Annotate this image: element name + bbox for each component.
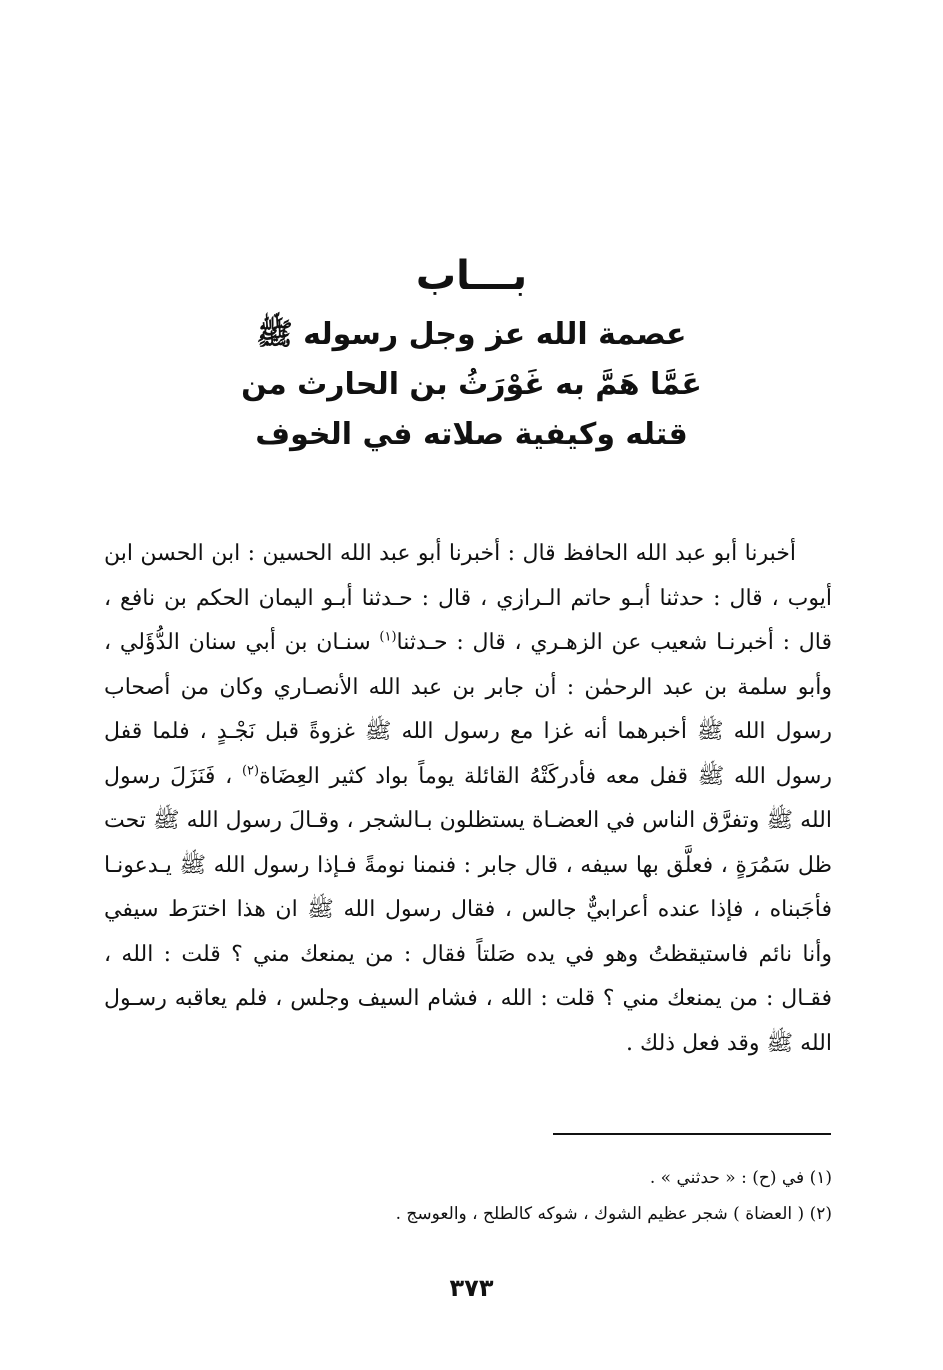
footnote: (١) في (ح) : « حدثني » . xyxy=(649,1168,832,1188)
footnotes xyxy=(104,1160,832,1232)
footnote-divider xyxy=(553,1133,831,1135)
main-text xyxy=(104,532,832,1066)
text-segment: ، فَنَزَلَ رسول الله ﷺ وتفرَّق الناس في العضـاة يستظلون بـالشجر ، وقـالَ رسول الله ﷺ تحت ظل سَمُرَةٍ ، فعلَّق بها سيفه ، قال جابر : فنمنا نومةً فـإذا رسول الله ﷺ يـدعونـا فأجَبناه ، فإذا عنده أعرابيٌّ جالس ، فقال رسول الله ﷺ ان هذا اخترَط سيفي وأنا نائم فاستيقظتُ وهو في يده صَلتاً فقال : من يمنعك مني ؟ قلت : الله ، فقـال : من يمنعك مني ؟ قلت : الله ، فشام السيف وجلس ، فلم يعاقبه رسـول الله ﷺ وقد فعل ذلك . xyxy=(104,763,832,1056)
footnote: (٢) ( العضاة ) شجر عظيم الشوك ، شوكه كالطلح ، والعوسج . xyxy=(395,1204,832,1224)
chapter-title xyxy=(150,310,793,460)
text-segment: سنـان بن أبي سنان الدُّؤَلي ، وأبو سلمة بن عبد الرحمٰن : أن جابر بن عبد الله الأنصـاري وكان من أصحاب رسول الله ﷺ أخبرهما أنه غزا مع رسول الله ﷺ غزوةً قبل نَجْـدٍ ، فلما قفل رسول الله ﷺ قفل معه فأدركَتْهُ القائلة يوماً بواد كثير العِضَاة xyxy=(104,630,833,789)
text-segment: أخبرنا أبو عبد الله الحافظ قال : أخبرنا أبو عبد الله الحسين : ابن الحسن ابن أيوب ، قال : حدثنا أبـو حاتم الـرازي ، قال : حـدثنا أبـو اليمان الحكم بن نافع ، قال : أخبرنـا شعيب عن الزهـري ، قال : حـدثنا xyxy=(104,541,832,655)
chapter-title-line: عَمَّا هَمَّ به غَوْرَثُ بن الحارث من xyxy=(241,367,702,402)
hadith-paragraph xyxy=(104,532,832,1066)
footnote-marker: (٢) xyxy=(241,763,260,779)
page-number: ٣٧٣ xyxy=(449,1274,494,1302)
chapter-title-line: عصمة الله عز وجل رسوله ﷺ xyxy=(256,317,687,352)
footnote-marker: (١) xyxy=(379,629,397,645)
chapter-title-line: قتله وكيفية صلاته في الخوف xyxy=(255,417,688,452)
chapter-heading: بـــاب xyxy=(415,253,528,299)
